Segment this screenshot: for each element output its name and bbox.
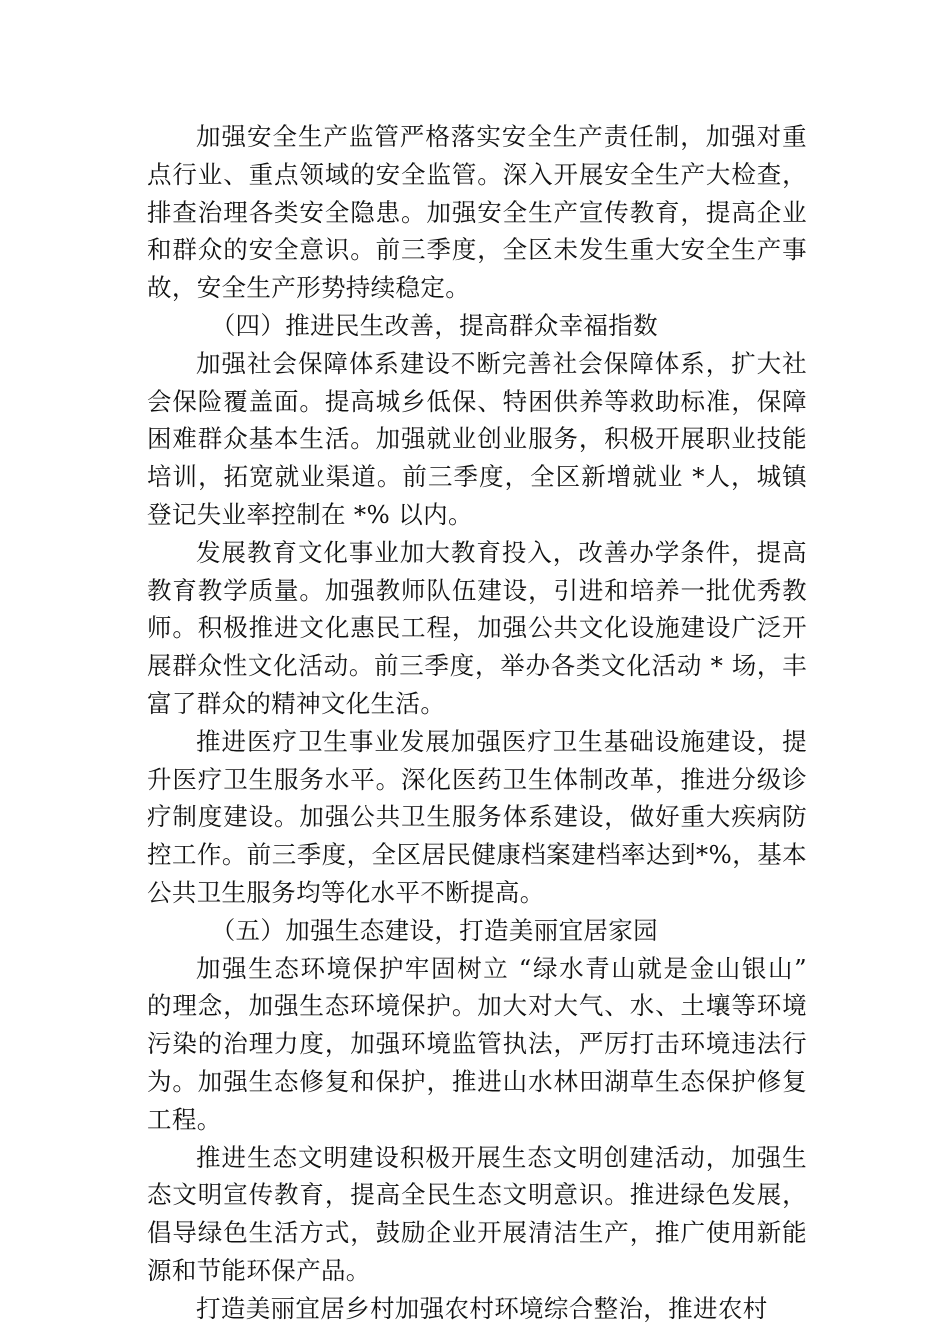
paragraph-ecological-civilization: 推进生态文明建设积极开展生态文明创建活动，加强生态文明宣传教育，提高全民生态文明意识。推进绿色发展，倡导绿色生活方式，鼓励企业开展清洁生产，推广使用新能源和节能环保产品。 [147, 1142, 807, 1285]
paragraph-environment-protection: 加强生态环境保护牢固树立 “绿水青山就是金山银山” 的理念，加强生态环境保护。加大对大气、水、土壤等环境污染的治理力度，加强环境监管执法，严厉打击环境违法行为。加强生态修复和保护，推进山水林田湖草生态保护修复工程。 [147, 953, 807, 1134]
paragraph-social-security: 加强社会保障体系建设不断完善社会保障体系，扩大社会保险覆盖面。提高城乡低保、特困供养等救助标准，保障困难群众基本生活。加强就业创业服务，积极开展职业技能培训，拓宽就业渠道。前三季度，全区新增就业 *人，城镇登记失业率控制在 *% 以内。 [147, 348, 807, 529]
paragraph-safety-supervision: 加强安全生产监管严格落实安全生产责任制，加强对重点行业、重点领域的安全监管。深入开展安全生产大检查，排查治理各类安全隐患。加强安全生产宣传教育，提高企业和群众的安全意识。前三季度，全区未发生重大安全生产事故，安全生产形势持续稳定。 [147, 122, 807, 303]
section-heading-livelihood: （四）推进民生改善，提高群众幸福指数 [210, 310, 658, 340]
paragraph-medical-health: 推进医疗卫生事业发展加强医疗卫生基础设施建设，提升医疗卫生服务水平。深化医药卫生体制改革，推进分级诊疗制度建设。加强公共卫生服务体系建设，做好重大疾病防控工作。前三季度，全区居民健康档案建档率达到*%，基本公共卫生服务均等化水平不断提高。 [147, 726, 807, 907]
document-body [147, 118, 807, 1328]
paragraph-rural-living: 打造美丽宜居乡村加强农村环境综合整治，推进农村 [196, 1293, 768, 1323]
paragraph-education-culture: 发展教育文化事业加大教育投入，改善办学条件，提高教育教学质量。加强教师队伍建设，引进和培养一批优秀教师。积极推进文化惠民工程，加强公共文化设施建设广泛开展群众性文化活动。前三季度，举办各类文化活动 * 场，丰富了群众的精神文化生活。 [147, 537, 807, 718]
section-heading-ecology: （五）加强生态建设，打造美丽宜居家园 [210, 915, 658, 945]
